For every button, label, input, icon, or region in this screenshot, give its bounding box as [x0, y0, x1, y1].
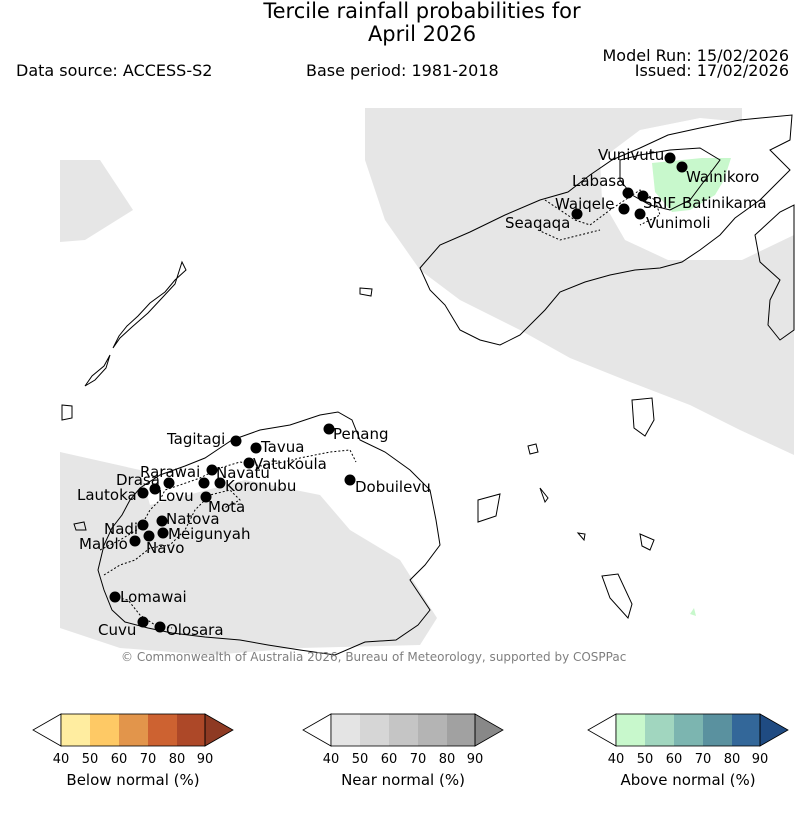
- colorbar-over-triangle: [760, 714, 788, 746]
- colorbar-tick: 80: [168, 752, 186, 767]
- colorbar-below-normal: [33, 714, 233, 789]
- colorbar-near-normal: [303, 714, 503, 789]
- colorbar-title: Above normal (%): [620, 771, 756, 789]
- colorbar-tick: 50: [81, 752, 99, 767]
- colorbar-swatch: [674, 714, 703, 746]
- colorbar-tick: 70: [139, 752, 157, 767]
- colorbar-swatch: [418, 714, 447, 746]
- station-label: Navatu: [216, 464, 270, 482]
- station-label: Lomawai: [120, 588, 187, 606]
- base-period-label: Base period: 1981-2018: [306, 61, 499, 80]
- colorbar-over-triangle: [475, 714, 503, 746]
- colorbar-under-triangle: [33, 714, 61, 746]
- colorbar-tick: 40: [52, 752, 70, 767]
- colorbar-tick: 90: [466, 752, 484, 767]
- station-dot-nadi: [138, 520, 149, 531]
- station-dot-meigunyah: [158, 528, 169, 539]
- colorbar-swatch: [148, 714, 177, 746]
- station-label: Labasa: [572, 172, 626, 190]
- colorbar-title: Near normal (%): [341, 771, 465, 789]
- station-label: Tavua: [261, 438, 305, 456]
- station-label: Tagitagi: [167, 430, 226, 448]
- colorbar-under-triangle: [303, 714, 331, 746]
- station-label: SRIF: [643, 194, 676, 212]
- station-label: Lautoka: [77, 486, 137, 504]
- station-label: Koronubu: [225, 477, 297, 495]
- colorbar-swatch: [645, 714, 674, 746]
- station-label: Batinikama: [682, 194, 767, 212]
- station-label: Dobuilevu: [355, 478, 431, 496]
- station-label: Vunimoli: [646, 214, 711, 232]
- station-label: Mota: [208, 498, 246, 516]
- colorbar-tick: 70: [694, 752, 712, 767]
- station-dot-tavua: [251, 443, 262, 454]
- colorbar-swatch: [177, 714, 205, 746]
- colorbar-over-triangle: [205, 714, 233, 746]
- colorbar-under-triangle: [588, 714, 616, 746]
- station-dot-vunivutu: [665, 153, 676, 164]
- station-label: Drasa: [116, 471, 160, 489]
- colorbar-swatch: [703, 714, 732, 746]
- station-dot-lomawai: [110, 592, 121, 603]
- station-label: Nadi: [104, 520, 139, 538]
- map-title-line1: Tercile rainfall probabilities for: [263, 0, 581, 23]
- station-label: Wainikoro: [686, 168, 760, 186]
- colorbar-tick: 80: [723, 752, 741, 767]
- station-label: Meigunyah: [168, 525, 251, 543]
- colorbar-swatch: [447, 714, 475, 746]
- station-label: Penang: [333, 425, 389, 443]
- map-title-line2: April 2026: [367, 22, 477, 46]
- data-source-label: Data source: ACCESS-S2: [16, 61, 213, 80]
- colorbar-tick: 50: [351, 752, 369, 767]
- colorbar-swatch: [331, 714, 360, 746]
- station-label: Vunivutu: [598, 146, 665, 164]
- station-label: Seaqaqa: [505, 214, 571, 232]
- colorbar-tick: 90: [751, 752, 769, 767]
- colorbar-title: Below normal (%): [66, 771, 200, 789]
- copyright-notice: © Commonwealth of Australia 2026, Bureau of Meteorology, supported by COSPPac: [121, 650, 627, 664]
- station-label: Natova: [166, 510, 220, 528]
- colorbar-tick: 40: [607, 752, 625, 767]
- station-label: Waiqele: [555, 195, 615, 213]
- colorbar-tick: 60: [665, 752, 683, 767]
- issued-label: Issued: 17/02/2026: [634, 61, 789, 80]
- colorbar-tick: 50: [636, 752, 654, 767]
- station-label: Olosara: [166, 621, 224, 639]
- station-label: Navo: [146, 539, 185, 557]
- colorbar-tick: 60: [380, 752, 398, 767]
- colorbar-swatch: [732, 714, 760, 746]
- station-label: Vatukoula: [253, 455, 327, 473]
- station-dot-dobuilevu: [345, 475, 356, 486]
- colorbar-swatch: [616, 714, 645, 746]
- station-dot-lautoka: [138, 488, 149, 499]
- colorbar-swatch: [389, 714, 418, 746]
- colorbar-tick: 80: [438, 752, 456, 767]
- colorbar-swatch: [61, 714, 90, 746]
- colorbar-swatch: [119, 714, 148, 746]
- station-dot-cuvu: [138, 617, 149, 628]
- station-dot-waiqele: [619, 204, 630, 215]
- model-run-label: Model Run: 15/02/2026: [602, 46, 789, 65]
- station-label: Malolo: [79, 535, 128, 553]
- colorbar-swatch: [90, 714, 119, 746]
- station-label: Lovu: [158, 487, 194, 505]
- station-label: Cuvu: [98, 621, 137, 639]
- colorbar-tick: 60: [110, 752, 128, 767]
- station-dot-tagitagi: [231, 436, 242, 447]
- colorbar-tick: 40: [322, 752, 340, 767]
- station-dot-olosara: [155, 622, 166, 633]
- colorbar-tick: 90: [196, 752, 214, 767]
- station-label: Rarawai: [140, 463, 201, 481]
- colorbar-tick: 70: [409, 752, 427, 767]
- colorbar-above-normal: [588, 714, 788, 789]
- colorbar-swatch: [360, 714, 389, 746]
- above-normal-islet: [690, 608, 696, 616]
